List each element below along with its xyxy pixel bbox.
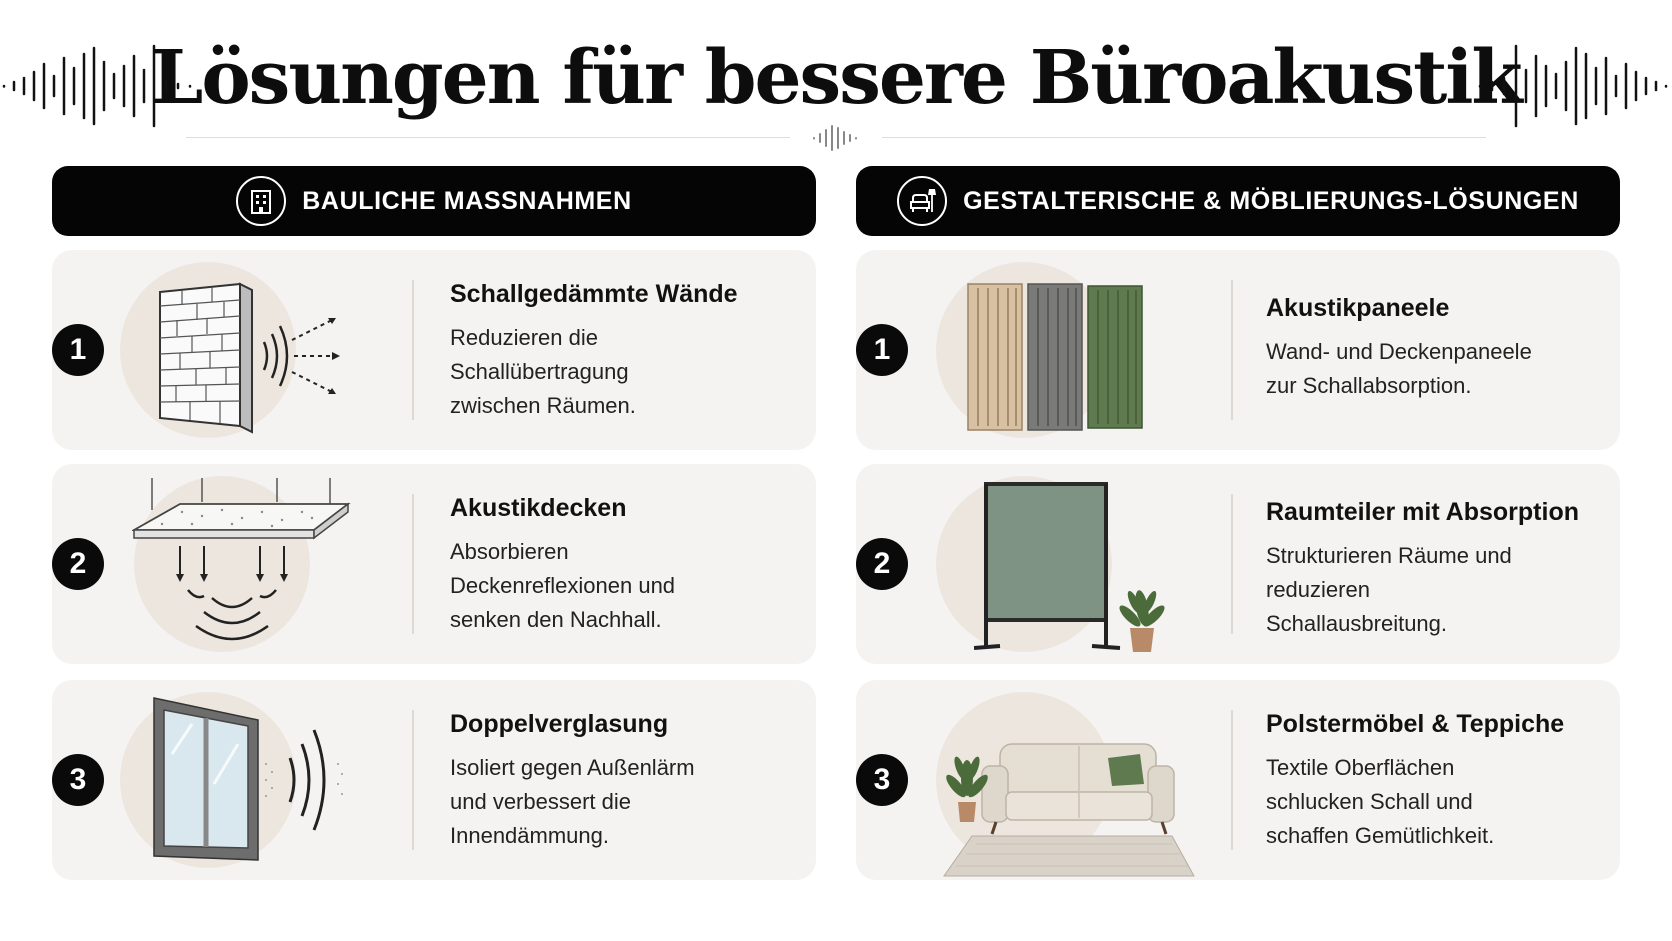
number-badge: 1 <box>52 324 104 376</box>
number-badge: 2 <box>856 538 908 590</box>
number-badge: 3 <box>52 754 104 806</box>
title-divider-left <box>186 137 790 138</box>
solution-title: Schallgedämmte Wände <box>450 280 738 308</box>
column-header-label: BAULICHE MASSNAHMEN <box>302 186 632 215</box>
number-badge: 1 <box>856 324 908 376</box>
solution-card <box>856 250 1620 450</box>
solution-card <box>52 680 816 880</box>
solution-description: Strukturieren Räume und reduzieren Schallausbreitung. <box>1266 543 1512 636</box>
building-icon <box>236 176 286 226</box>
card-separator <box>1231 494 1233 634</box>
solution-description: Absorbieren Deckenreflexionen und senken den Nachhall. <box>450 539 676 632</box>
room-divider-icon <box>974 478 1184 658</box>
solution-title: Akustikpaneele <box>1266 294 1450 322</box>
double-glazing-window-icon <box>152 694 422 864</box>
solution-description: Isoliert gegen Außenlärm und verbessert die Innendämmung. <box>450 755 695 848</box>
solution-card <box>52 250 816 450</box>
card-separator <box>412 710 414 850</box>
brick-wall-icon <box>152 276 402 436</box>
solution-description: Textile Oberflächen schlucken Schall und schaffen Gemütlichkeit. <box>1266 755 1495 848</box>
solution-title: Polstermöbel & Teppiche <box>1266 710 1565 738</box>
solution-card <box>52 464 816 664</box>
card-separator <box>412 280 414 420</box>
sound-wave-left-icon <box>0 44 196 128</box>
number-badge: 2 <box>52 538 104 590</box>
sound-wave-right-icon <box>1476 44 1672 128</box>
solution-description: Reduzieren die Schallübertragung zwischen Räumen. <box>450 325 636 418</box>
column-header-structural <box>52 166 816 236</box>
number-badge: 3 <box>856 754 908 806</box>
card-separator <box>1231 280 1233 420</box>
solution-card <box>856 464 1620 664</box>
solution-description: Wand- und Deckenpaneele zur Schallabsorption. <box>1266 339 1532 398</box>
card-separator <box>412 494 414 634</box>
solution-title: Doppelverglasung <box>450 710 669 738</box>
acoustic-panels-icon <box>966 282 1146 432</box>
card-separator <box>1231 710 1233 850</box>
sofa-rug-icon <box>936 710 1206 880</box>
solution-title: Raumteiler mit Absorption <box>1266 498 1579 526</box>
column-header-label: GESTALTERISCHE & MÖBLIERUNGS-LÖSUNGEN <box>963 186 1579 215</box>
solution-title: Akustikdecken <box>450 494 627 522</box>
title-divider-right <box>882 137 1486 138</box>
armchair-lamp-icon <box>897 176 947 226</box>
column-header-design <box>856 166 1620 236</box>
small-sound-wave-icon <box>812 124 860 152</box>
page-title: Lösungen für bessere Büroakustik <box>151 35 1521 121</box>
solution-card <box>856 680 1620 880</box>
acoustic-ceiling-icon <box>132 478 352 658</box>
